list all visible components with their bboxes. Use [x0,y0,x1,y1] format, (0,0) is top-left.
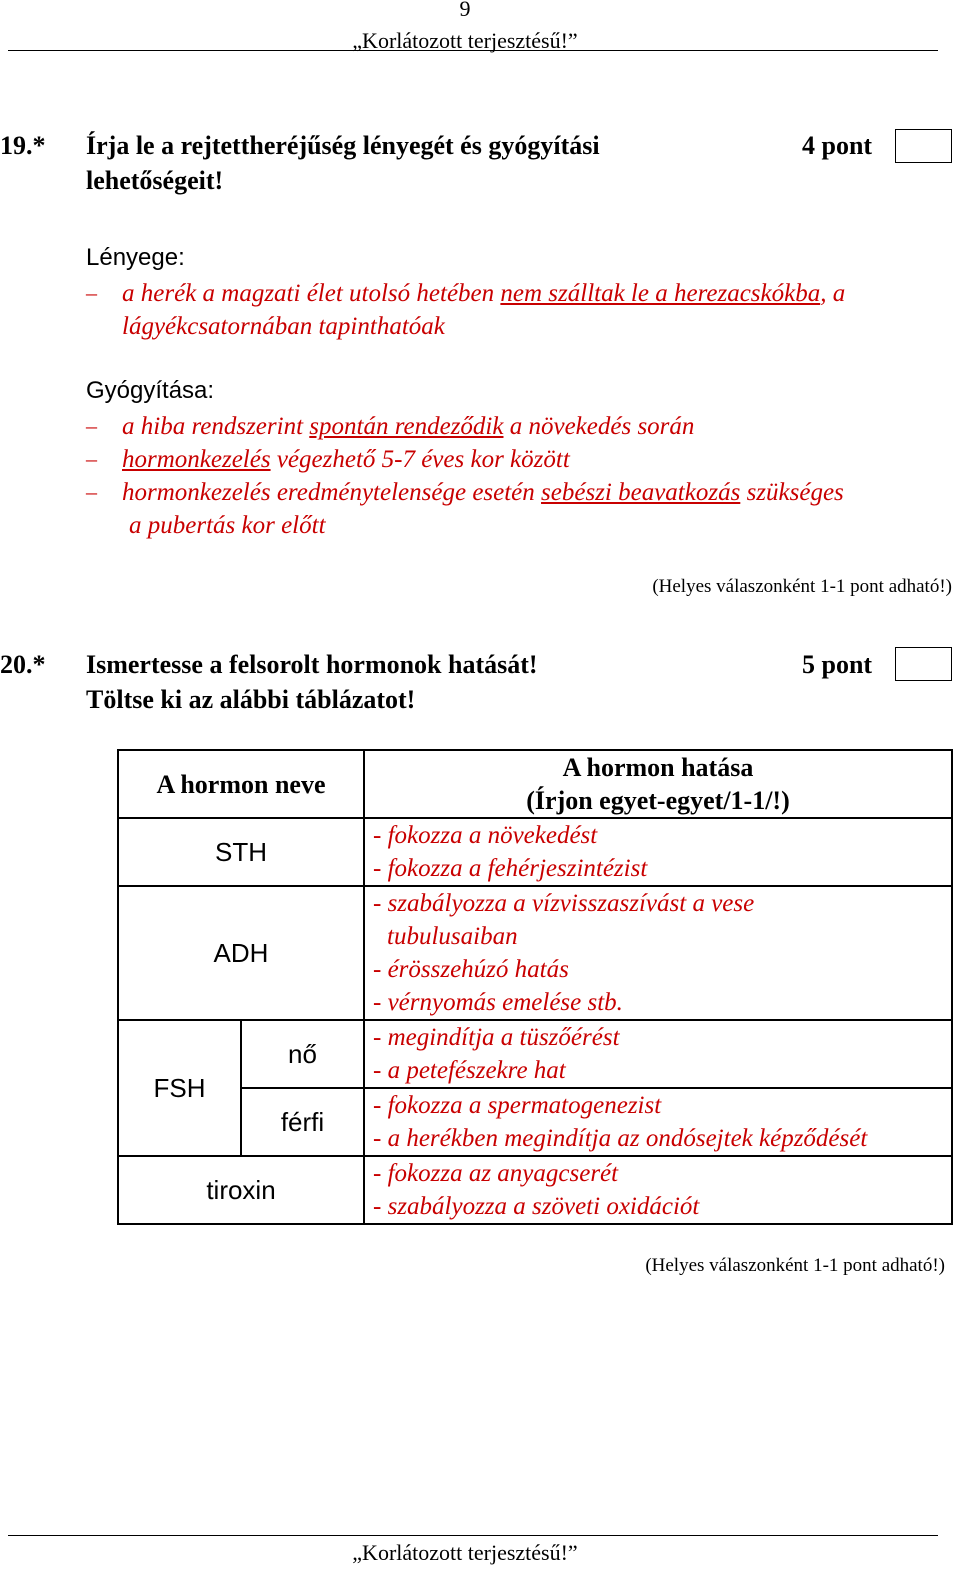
question-19-scoring-note: (Helyes válaszonként 1-1 pont adható!) [652,576,952,597]
treatment-3-text-a: hormonkezelés eredménytelensége esetén [122,479,542,506]
treatment-2-text-b: végezhető 5-7 éves kor között [270,446,570,473]
hormone-effect [364,1088,952,1156]
essence-text-b: , a [820,280,846,307]
question-19-title-line1: Írja le a rejtettheréjűség lényegét és gyógyítási [86,131,600,160]
hormone-effect [364,1156,952,1224]
question-20-points: 5 pont [802,650,873,679]
treatment-3-key-point: sebészi beavatkozás [541,479,741,506]
effect-line: tubulusaiban [387,923,518,950]
question-19-title [86,128,600,198]
treatment-2-key-point: hormonkezelés [122,446,271,473]
effect-line: - érösszehúzó hatás [373,956,569,983]
treatment-1-key-point: spontán rendeződik [309,413,504,440]
bullet-dash: – [86,446,97,471]
column-header-effect [364,750,952,818]
column-header-effect-line2: (Írjon egyet-egyet/1-1/!) [526,786,790,815]
effect-line: - fokozza a fehérjeszintézist [373,855,648,882]
hormone-effect [364,1020,952,1088]
hormone-effect [364,886,952,1020]
question-20-title-line2: Töltse ki az alábbi táblázatot! [86,685,416,714]
question-20-title-line1: Ismertesse a felsorolt hormonok hatását! [86,650,538,679]
treatment-answer-2 [122,443,570,476]
treatment-answer-3-line2: a pubertás kor előtt [129,512,326,539]
hormone-name: FSH [118,1020,241,1156]
treatment-answer-3 [122,476,844,509]
treatment-label: Gyógyítása: [86,377,215,404]
table-row [118,1088,952,1156]
hormone-effect [364,818,952,886]
hormone-name: STH [118,818,364,886]
effect-line: - fokozza a növekedést [373,822,598,849]
table-row [118,1020,952,1088]
bullet-dash: – [86,280,97,305]
question-20-title [86,647,538,717]
table-header-row [118,750,952,818]
hormone-table [117,749,953,1225]
effect-line: - szabályozza a szöveti oxidációt [373,1193,700,1220]
hormone-name: ADH [118,886,364,1020]
bullet-dash: – [86,413,97,438]
effect-line: - a petefészekre hat [373,1057,566,1084]
question-19-score-box[interactable] [895,129,952,163]
effect-line: - szabályozza a vízvisszaszívást a vese [373,890,755,917]
essence-key-point: nem szálltak le a herezacskókba [500,280,821,307]
footer-restriction: „Korlátozott terjesztésű!” [352,1540,578,1565]
effect-line: - fokozza a spermatogenezist [373,1092,662,1119]
treatment-1-text-b: a növekedés során [503,413,695,440]
essence-answer-line2: lágyékcsatornában tapinthatóak [122,313,445,340]
footer-divider [8,1535,938,1536]
page-number: 9 [459,0,471,21]
essence-text-a: a herék a magzati élet utolsó hetében [122,280,501,307]
essence-label: Lényege: [86,244,185,271]
effect-line: - vérnyomás emelése stb. [373,989,623,1016]
header-restriction: „Korlátozott terjesztésű!” [352,28,578,53]
table-row [118,818,952,886]
column-header-effect-line1: A hormon hatása [562,753,754,782]
table-row [118,886,952,1020]
column-header-name: A hormon neve [118,750,364,818]
bullet-dash: – [86,479,97,504]
treatment-1-text-a: a hiba rendszerint [122,413,310,440]
effect-line: - fokozza az anyagcserét [373,1160,619,1187]
question-19-title-line2: lehetőségeit! [86,166,224,195]
header-divider [8,50,938,51]
question-20-number: 20.* [0,650,46,679]
effect-line: - megindítja a tüszőérést [373,1024,620,1051]
treatment-3-text-b: szükséges [740,479,844,506]
hormone-sex: férfi [241,1088,364,1156]
table-row [118,1156,952,1224]
question-19-points: 4 pont [802,131,873,160]
hormone-name: tiroxin [118,1156,364,1224]
effect-line: - a herékben megindítja az ondósejtek képződését [373,1125,868,1152]
treatment-answer-1 [122,410,694,443]
question-20-scoring-note: (Helyes válaszonként 1-1 pont adható!) [645,1255,945,1276]
hormone-sex: nő [241,1020,364,1088]
question-19-number: 19.* [0,131,46,160]
question-20-score-box[interactable] [895,647,952,681]
essence-answer-line1 [122,277,845,310]
